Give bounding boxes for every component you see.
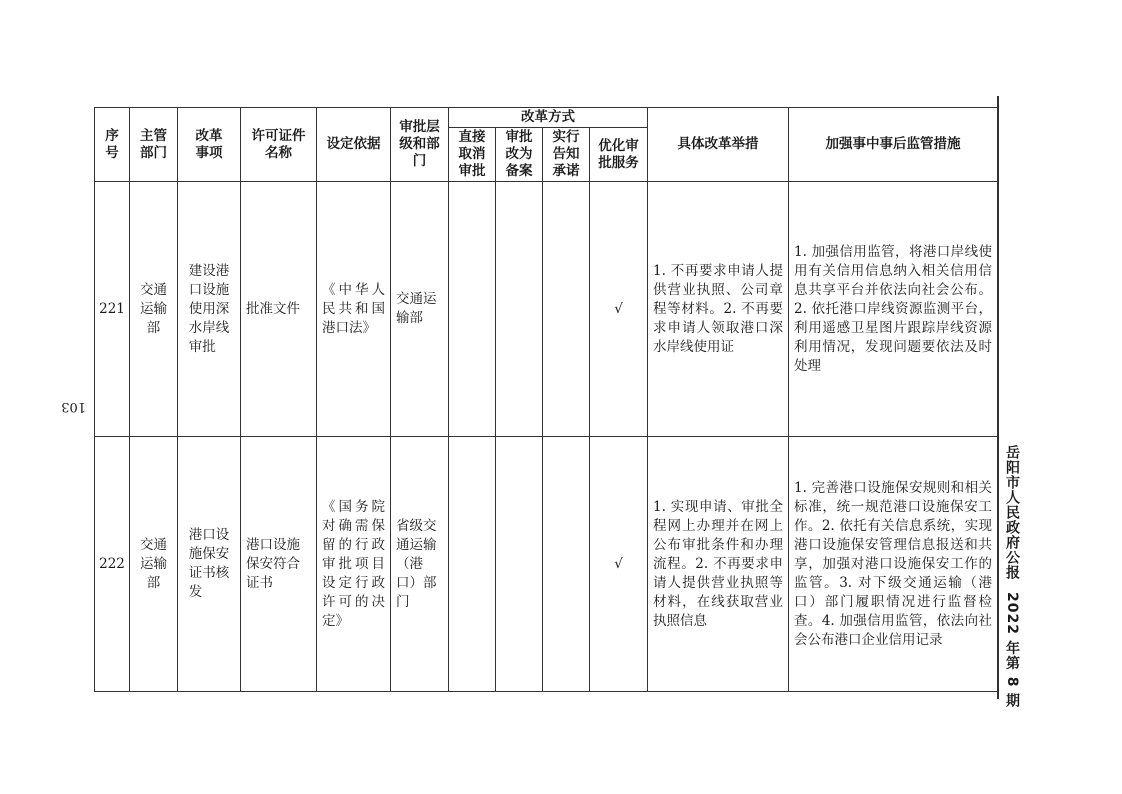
margin-rule <box>997 96 999 699</box>
table-row <box>95 437 998 692</box>
cell-supervision: 1. 完善港口设施保安规则和相关标准，统一规范港口设施保安工作。2. 依托有关信息系统，实现港口设施保安管理信息报送和共享，加强对港口设施保安工作的监管。3. 对下级交通运输（港口）部门履职情况进行监督检查。4. 加强信用监管，依法向社会公布港口企业信用记录 <box>789 437 998 692</box>
cell-measures: 1. 实现申请、审批全程网上办理并在网上公布审批条件和办理流程。2. 不再要求申请人提供营业执照等材料，在线获取营业执照信息 <box>648 437 789 692</box>
cell-basis: 《中华人民共和国港口法》 <box>317 182 391 437</box>
header-row <box>95 108 998 128</box>
cell-method-cancel <box>449 437 496 692</box>
cell-seq: 221 <box>95 182 130 437</box>
header-method-cancel: 直接取消审批 <box>449 128 496 182</box>
cell-method-notify <box>543 437 590 692</box>
cell-method-record <box>496 437 543 692</box>
cell-method-optimize: √ <box>590 437 648 692</box>
cell-method-notify <box>543 182 590 437</box>
cell-measures: 1. 不再要求申请人提供营业执照、公司章程等材料。2. 不再要求申请人领取港口深水岸线使用证 <box>648 182 789 437</box>
table-row <box>95 182 998 437</box>
header-method-group: 改革方式 <box>449 108 648 128</box>
cell-level: 省级交通运输（港口）部门 <box>391 437 449 692</box>
journal-title: 岳阳市人民政府公报 <box>1004 445 1020 580</box>
header-method-optimize: 优化审批服务 <box>590 128 648 182</box>
header-item: 改革事项 <box>178 108 241 182</box>
journal-issue: 2022 年第 8 期 <box>1004 592 1020 709</box>
cell-item: 港口设施保安证书核发 <box>178 437 241 692</box>
cell-method-record <box>496 182 543 437</box>
cell-license: 港口设施保安符合证书 <box>241 437 317 692</box>
header-level: 审批层级和部门 <box>391 108 449 182</box>
cell-dept: 交通运输部 <box>130 182 178 437</box>
cell-level: 交通运输部 <box>391 182 449 437</box>
header-method-record: 审批改为备案 <box>496 128 543 182</box>
cell-seq: 222 <box>95 437 130 692</box>
reform-table <box>94 107 998 692</box>
header-dept: 主管部门 <box>130 108 178 182</box>
cell-dept: 交通运输部 <box>130 437 178 692</box>
cell-license: 批准文件 <box>241 182 317 437</box>
header-basis: 设定依据 <box>317 108 391 182</box>
page-number: 103 <box>61 399 86 414</box>
cell-supervision: 1. 加强信用监管，将港口岸线使用有关信用信息纳入相关信用信息共享平台并依法向社会公布。2. 依托港口岸线资源监测平台，利用遥感卫星图片跟踪岸线资源利用情况，发现问题要依法及时处理 <box>789 182 998 437</box>
cell-method-optimize: √ <box>590 182 648 437</box>
header-supervision: 加强事中事后监管措施 <box>789 108 998 182</box>
header-seq: 序号 <box>95 108 130 182</box>
header-measures: 具体改革举措 <box>648 108 789 182</box>
header-method-notify: 实行告知承诺 <box>543 128 590 182</box>
cell-method-cancel <box>449 182 496 437</box>
cell-basis: 《国务院对确需保留的行政审批项目设定行政许可的决定》 <box>317 437 391 692</box>
journal-running-title <box>1001 445 1023 708</box>
header-license: 许可证件名称 <box>241 108 317 182</box>
cell-item: 建设港口设施使用深水岸线审批 <box>178 182 241 437</box>
